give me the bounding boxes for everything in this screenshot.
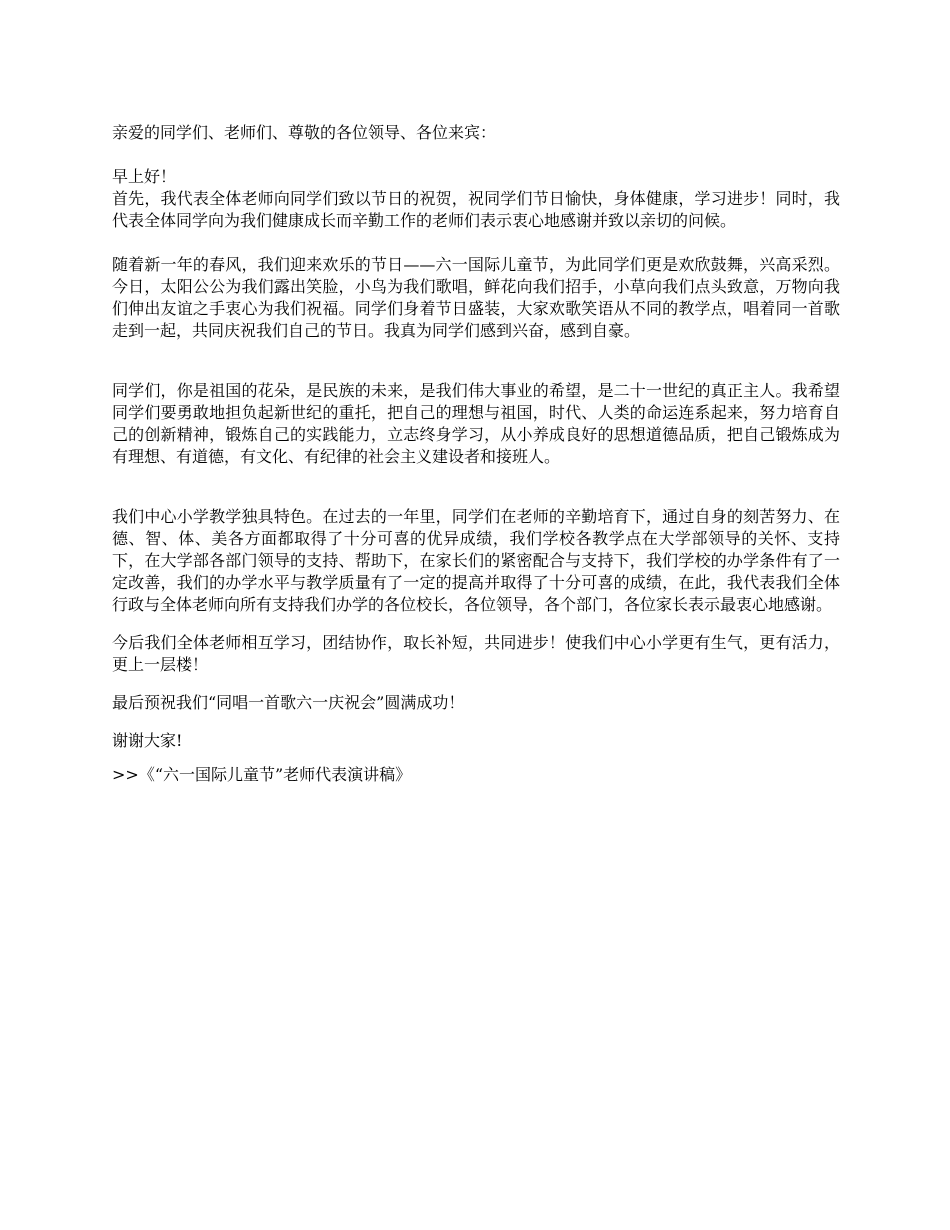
paragraph-opening: 首先，我代表全体老师向同学们致以节日的祝贺，祝同学们节日愉快，身体健康，学习进步！同时，我代表全体同学向为我们健康成长而辛勤工作的老师们表示衷心地感谢并致以亲切的问候。: [112, 189, 840, 230]
related-article-link[interactable]: >>《“六一国际儿童节”老师代表演讲稿》: [112, 765, 412, 784]
document-body: [112, 122, 840, 786]
paragraph-future: 同学们，你是祖国的花朵，是民族的未来，是我们伟大事业的希望，是二十一世纪的真正主人。我希望同学们要勇敢地担负起新世纪的重托，把自己的理想与祖国，时代、人类的命运连系起来，努力培育自己的创新精神，锻炼自己的实践能力，立志终身学习，从小养成良好的思想道德品质，把自己锻炼成为有理想、有道德，有文化、有纪律的社会主义建设者和接班人。: [112, 381, 840, 466]
paragraph-progress: 今后我们全体老师相互学习，团结协作，取长补短，共同进步！使我们中心小学更有生气，更有活力，更上一层楼！: [112, 633, 840, 674]
salutation: 亲爱的同学们、老师们、尊敬的各位领导、各位来宾：: [112, 123, 497, 142]
paragraph-school: 我们中心小学教学独具特色。在过去的一年里，同学们在老师的辛勤培育下，通过自身的刻苦努力、在德、智、体、美各方面都取得了十分可喜的优异成绩，我们学校各教学点在大学部领导的关怀、支持下，在大学部各部门领导的支持、帮助下，在家长们的紧密配合与支持下，我们学校的办学条件有了一定改善，我们的办学水平与教学质量有了一定的提高并取得了十分可喜的成绩，在此，我代表我们全体行政与全体老师向所有支持我们办学的各位校长，各位领导，各个部门，各位家长表示最衷心地感谢。: [112, 507, 840, 614]
morning-greeting: 早上好！: [112, 167, 177, 186]
paragraph-festival: 随着新一年的春风，我们迎来欢乐的节日——六一国际儿童节，为此同学们更是欢欣鼓舞，兴高采烈。今日，太阳公公为我们露出笑脸，小鸟为我们歌唱，鲜花向我们招手，小草向我们点头致意，万物向我们伸出友谊之手衷心为我们祝福。同学们身着节日盛装，大家欢歌笑语从不同的教学点，唱着同一首歌走到一起，共同庆祝我们自己的节日。我真为同学们感到兴奋，感到自豪。: [112, 255, 840, 340]
paragraph-wish: 最后预祝我们“同唱一首歌六一庆祝会”圆满成功！: [112, 693, 465, 712]
closing-thanks: 谢谢大家!: [112, 731, 183, 750]
